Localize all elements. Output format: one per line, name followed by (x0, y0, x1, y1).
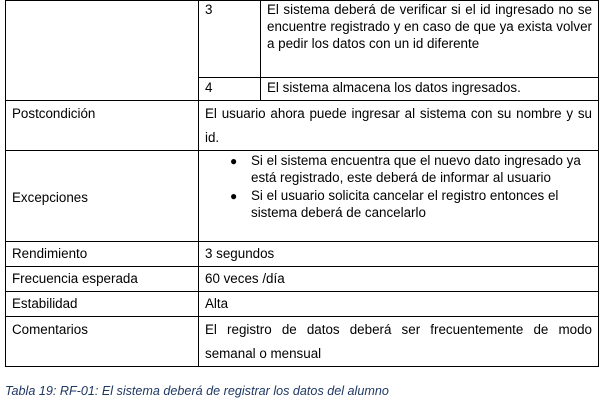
row-label: Frecuencia esperada (6, 267, 199, 292)
step-number: 4 (199, 78, 261, 101)
list-item (205, 188, 592, 221)
exceptions-cell (199, 151, 599, 242)
table-row-frecuencia (6, 267, 599, 292)
row-label: Comentarios (6, 317, 199, 367)
step-text: El sistema deberá de verificar si el id ingresado no se encuentre registrado y en caso de que ya exista volver a pedir los datos con un id diferente (261, 1, 599, 78)
bullet-icon: ● (230, 189, 238, 204)
row-value: El usuario ahora puede ingresar al sistema con su nombre y su id. (199, 101, 599, 151)
bullet-icon: ● (230, 154, 238, 168)
row-label: Estabilidad (6, 292, 199, 317)
table-row-postcondicion (6, 101, 599, 151)
list-item-text: Si el sistema encuentra que el nuevo dato ingresado ya está registrado, este deberá de informar al usuario (251, 153, 581, 185)
row-value: Alta (199, 292, 599, 317)
row-value: El registro de datos deberá ser frecuentemente de modo semanal o mensual (199, 317, 599, 367)
row-value: 3 segundos (199, 242, 599, 267)
step-number: 3 (199, 1, 261, 78)
table-row-estabilidad (6, 292, 599, 317)
table-row-excepciones (6, 151, 599, 242)
exceptions-list (205, 153, 592, 221)
row-label: Postcondición (6, 101, 199, 151)
row-label: Excepciones (6, 151, 199, 242)
list-item-text: Si el usuario solicita cancelar el registro entonces el sistema deberá de cancelarlo (251, 188, 559, 220)
row-label: Rendimiento (6, 242, 199, 267)
list-item (205, 153, 592, 186)
empty-label-cell (6, 1, 199, 101)
table-row-rendimiento (6, 242, 599, 267)
table-row-comentarios (6, 317, 599, 367)
step-text: El sistema almacena los datos ingresados. (261, 78, 599, 101)
row-value: 60 veces /día (199, 267, 599, 292)
table-caption: Tabla 19: RF-01: El sistema deberá de registrar los datos del alumno (5, 384, 389, 398)
table-row-step-3 (6, 1, 599, 78)
requirement-table (5, 0, 599, 367)
